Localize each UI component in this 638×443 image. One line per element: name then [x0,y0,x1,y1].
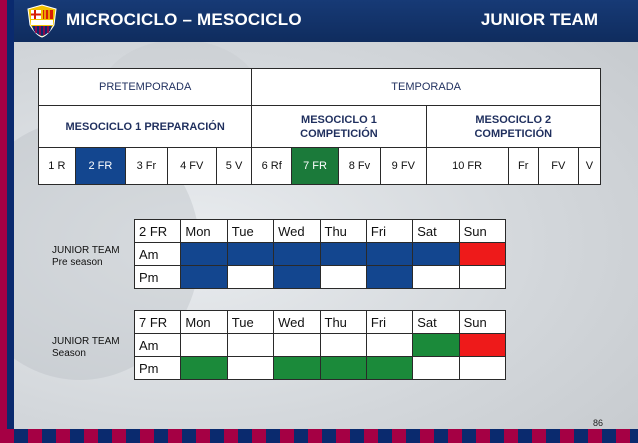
team-title: JUNIOR TEAM [480,10,598,29]
microcycle-cell: 4 FV [167,148,216,185]
session-cell-white [413,266,459,289]
session-cell-green [181,357,227,380]
day-header: Sat [413,220,459,243]
microcycle-cell: 9 FV [380,148,426,185]
session-cell-white [181,334,227,357]
microcycle-cell: 2 FR [75,148,125,185]
session-cell-green [366,357,412,380]
week-1-schedule-table [134,219,506,289]
mesocycle-competition-2: MESOCICLO 2 COMPETICIÓN [426,106,600,148]
day-header: Wed [274,220,320,243]
microcycle-cell: 3 Fr [126,148,168,185]
week-header-row [135,311,506,334]
mesocycle-preparation: MESOCICLO 1 PREPARACIÓN [39,106,252,148]
session-cell-white [366,334,412,357]
day-header: Sun [459,220,505,243]
page-number: 86 [592,418,603,428]
session-label: Pm [135,266,181,289]
microcycle-row [39,148,601,185]
session-cell-blue [274,243,320,266]
microcycle-cell: 7 FR [292,148,339,185]
day-header: Thu [320,311,366,334]
week-2-team-label: JUNIOR TEAM Season [52,336,120,359]
session-label: Am [135,334,181,357]
day-header: Tue [227,220,273,243]
microcycle-cell: FV [538,148,578,185]
session-cell-blue [413,243,459,266]
club-stripe-left [0,0,14,443]
session-cell-white [459,266,505,289]
slide-title: MICROCICLO – MESOCICLO [66,10,302,29]
period-preseason: PRETEMPORADA [39,69,252,106]
day-header: Sat [413,311,459,334]
day-header: Fri [366,220,412,243]
session-row [135,243,506,266]
mesocycle-row [39,106,601,148]
session-cell-white [320,334,366,357]
session-cell-blue [227,243,273,266]
session-cell-green [274,357,320,380]
session-cell-blue [181,243,227,266]
day-header: Mon [181,220,227,243]
microcycle-cell: 8 Fv [338,148,380,185]
session-cell-blue [274,266,320,289]
mesocycle-competition-1: MESOCICLO 1 COMPETICIÓN [252,106,426,148]
slide-header [0,0,638,42]
session-row [135,266,506,289]
session-cell-white [227,266,273,289]
session-cell-green [413,334,459,357]
day-header: Fri [366,311,412,334]
session-row [135,334,506,357]
session-cell-red [459,243,505,266]
day-header: Mon [181,311,227,334]
day-header: Tue [227,311,273,334]
day-header: Sun [459,311,505,334]
week-code: 7 FR [135,311,181,334]
session-cell-blue [366,243,412,266]
microcycle-cell: 10 FR [426,148,508,185]
microcycle-cell: 5 V [216,148,252,185]
club-crest-icon [24,3,60,39]
week-header-row [135,220,506,243]
club-stripe-bottom [0,429,638,443]
session-cell-green [320,357,366,380]
session-cell-blue [181,266,227,289]
session-cell-white [459,357,505,380]
week-2-schedule-table [134,310,506,380]
session-cell-white [274,334,320,357]
session-cell-blue [366,266,412,289]
macrocycle-table [38,68,601,185]
microcycle-cell: 6 Rf [252,148,292,185]
session-cell-blue [320,243,366,266]
session-cell-white [320,266,366,289]
session-label: Pm [135,357,181,380]
week-1-team-label: JUNIOR TEAM Pre season [52,245,120,268]
week-code: 2 FR [135,220,181,243]
session-cell-white [413,357,459,380]
session-cell-white [227,357,273,380]
session-cell-white [227,334,273,357]
session-row [135,357,506,380]
period-season: TEMPORADA [252,69,601,106]
session-cell-red [459,334,505,357]
session-label: Am [135,243,181,266]
day-header: Thu [320,220,366,243]
microcycle-cell: V [578,148,600,185]
day-header: Wed [274,311,320,334]
microcycle-cell: 1 R [39,148,76,185]
period-row [39,69,601,106]
microcycle-cell: Fr [508,148,538,185]
